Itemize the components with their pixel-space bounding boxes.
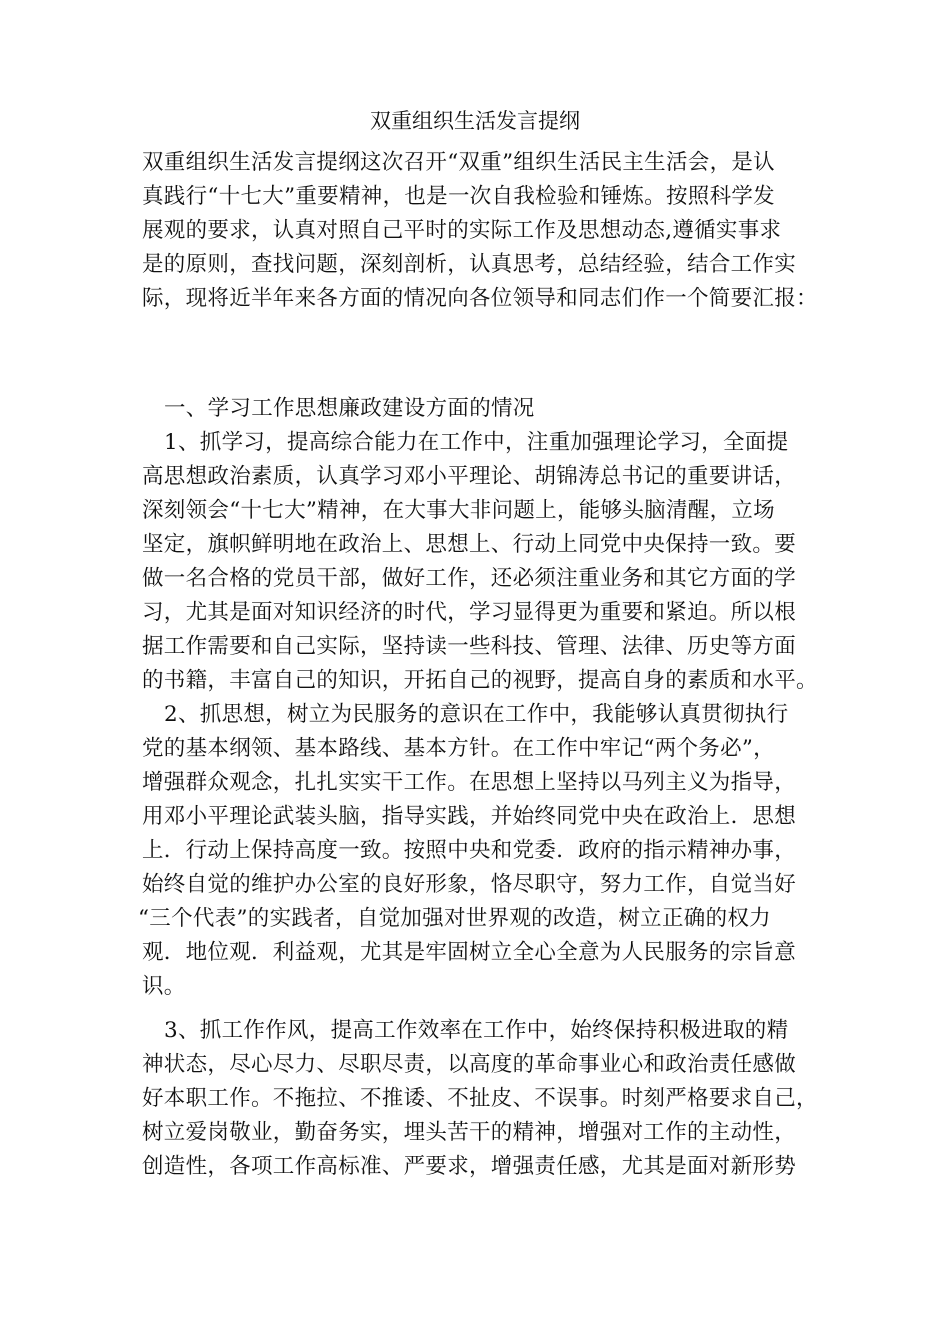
paragraph-line: 的书籍，丰富自己的知识，开拓自己的视野，提高自身的素质和水平。 xyxy=(142,668,818,693)
paragraph-line: 双重组织生活发言提纲这次召开“双重”组织生活民主生活会，是认 xyxy=(142,150,775,175)
paragraph-line: 用邓小平理论武装头脑，指导实践，并始终同党中央在政治上．思想 xyxy=(142,804,797,829)
paragraph-line: 深刻领会“十七大”精神，在大事大非问题上，能够头脑清醒，立场 xyxy=(142,498,775,523)
paragraph-line: “三个代表”的实践者，自觉加强对世界观的改造，树立正确的权力 xyxy=(138,906,771,931)
paragraph-line: 1、抓学习，提高综合能力在工作中，注重加强理论学习，全面提 xyxy=(164,430,789,455)
paragraph-line: 创造性，各项工作高标准、严要求，增强责任感，尤其是面对新形势 xyxy=(142,1154,797,1179)
paragraph-line: 识。 xyxy=(142,974,186,999)
paragraph-line: 高思想政治素质，认真学习邓小平理论、胡锦涛总书记的重要讲话， xyxy=(142,464,797,489)
paragraph-line: 3、抓工作作风，提高工作效率在工作中，始终保持积极进取的精 xyxy=(164,1018,789,1043)
paragraph-line: 真践行“十七大”重要精神，也是一次自我检验和锤炼。按照科学发 xyxy=(142,184,775,209)
paragraph-line: 据工作需要和自己实际，坚持读一些科技、管理、法律、历史等方面 xyxy=(142,634,797,659)
paragraph-line: 坚定，旗帜鲜明地在政治上、思想上、行动上同党中央保持一致。要 xyxy=(142,532,797,557)
document-title: 双重组织生活发言提纲 xyxy=(370,109,580,133)
paragraph-line: 始终自觉的维护办公室的良好形象，恪尽职守，努力工作，自觉当好 xyxy=(142,872,797,897)
paragraph-line: 际，现将近半年来各方面的情况向各位领导和同志们作一个简要汇报： xyxy=(142,286,818,311)
paragraph-line: 神状态，尽心尽力、尽职尽责，以高度的革命事业心和政治责任感做 xyxy=(142,1052,797,1077)
paragraph-line: 党的基本纲领、基本路线、基本方针。在工作中牢记“两个务必”， xyxy=(142,736,775,761)
paragraph-line: 做一名合格的党员干部，做好工作，还必须注重业务和其它方面的学 xyxy=(142,566,797,591)
paragraph-line: 展观的要求，认真对照自己平时的实际工作及思想动态,遵循实事求 xyxy=(142,218,782,243)
paragraph-line: 上．行动上保持高度一致。按照中央和党委．政府的指示精神办事， xyxy=(142,838,797,863)
paragraph-line: 习，尤其是面对知识经济的时代，学习显得更为重要和紧迫。所以根 xyxy=(142,600,797,625)
paragraph-line: 观．地位观．利益观，尤其是牢固树立全心全意为人民服务的宗旨意 xyxy=(142,940,797,965)
paragraph-line: 好本职工作。不拖拉、不推诿、不扯皮、不误事。时刻严格要求自己， xyxy=(142,1086,818,1111)
section-heading: 一、学习工作思想廉政建设方面的情况 xyxy=(164,396,535,421)
paragraph-line: 是的原则，查找问题，深刻剖析，认真思考，总结经验，结合工作实 xyxy=(142,252,797,277)
paragraph-line: 2、抓思想，树立为民服务的意识在工作中，我能够认真贯彻执行 xyxy=(164,702,789,727)
paragraph-line: 增强群众观念，扎扎实实干工作。在思想上坚持以马列主义为指导， xyxy=(142,770,797,795)
paragraph-line: 树立爱岗敬业，勤奋务实，埋头苦干的精神，增强对工作的主动性， xyxy=(142,1120,797,1145)
